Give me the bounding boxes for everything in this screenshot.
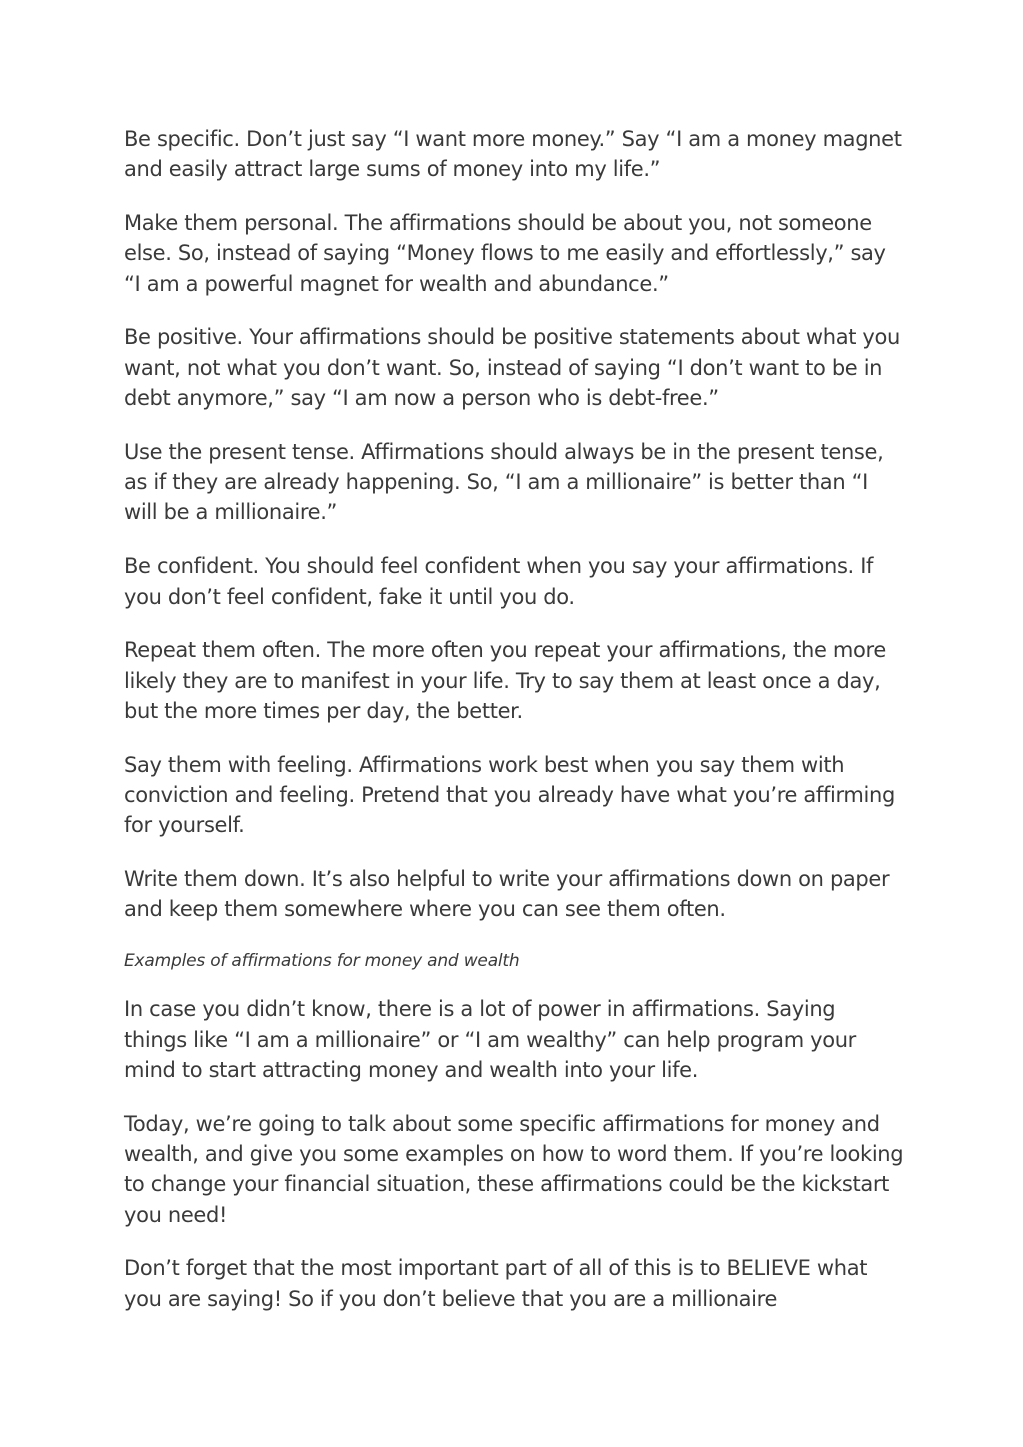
paragraph-with-feeling: Say them with feeling. Affirmations work best when you say them with conviction and feeling. Pretend that you already have what you’re affirming for yourself. (124, 752, 895, 838)
document-body (124, 124, 904, 1337)
paragraph-write-down: Write them down. It’s also helpful to write your affirmations down on paper and keep them somewhere where you can see them often. (124, 867, 890, 922)
paragraph-be-confident: Be confident. You should feel confident when you say your affirmations. If you don’t feel confident, fake it until you do. (124, 554, 874, 609)
paragraph-be-specific: Be specific. Don’t just say “I want more money.” Say “I am a money magnet and easily attract large sums of money into my life.” (124, 127, 902, 182)
paragraph-present-tense: Use the present tense. Affirmations should always be in the present tense, as if they are already happening. So, “I am a millionaire” is better than “I will be a millionaire.” (124, 439, 884, 525)
section-subheading: Examples of affirmations for money and wealth (124, 951, 520, 972)
paragraph-be-positive: Be positive. Your affirmations should be positive statements about what you want, not what you don’t want. So, instead of saying “I don’t want to be in debt anymore,” say “I am now a person who is debt-free.” (124, 325, 900, 411)
paragraph-make-personal: Make them personal. The affirmations should be about you, not someone else. So, instead of saying “Money flows to me easily and effortlessly,” say “I am a powerful magnet for wealth and abundance.” (124, 211, 886, 296)
paragraph-repeat-often: Repeat them often. The more often you repeat your affirmations, the more likely they are to manifest in your life. Try to say them at least once a day, but the more times per day, the better. (124, 638, 886, 723)
paragraph-power-of-affirmations: In case you didn’t know, there is a lot of power in affirmations. Saying things like “I am a millionaire” or “I am wealthy” can help program your mind to start attracting money and wealth into your life. (124, 997, 856, 1082)
paragraph-believe: Don’t forget that the most important part of all of this is to BELIEVE what you are saying! So if you don’t believe that you are a millionaire (124, 1256, 868, 1311)
paragraph-today: Today, we’re going to talk about some specific affirmations for money and wealth, and give you some examples on how to word them. If you’re looking to change your financial situation, these affirmations could be the kickstart you need! (124, 1111, 904, 1227)
